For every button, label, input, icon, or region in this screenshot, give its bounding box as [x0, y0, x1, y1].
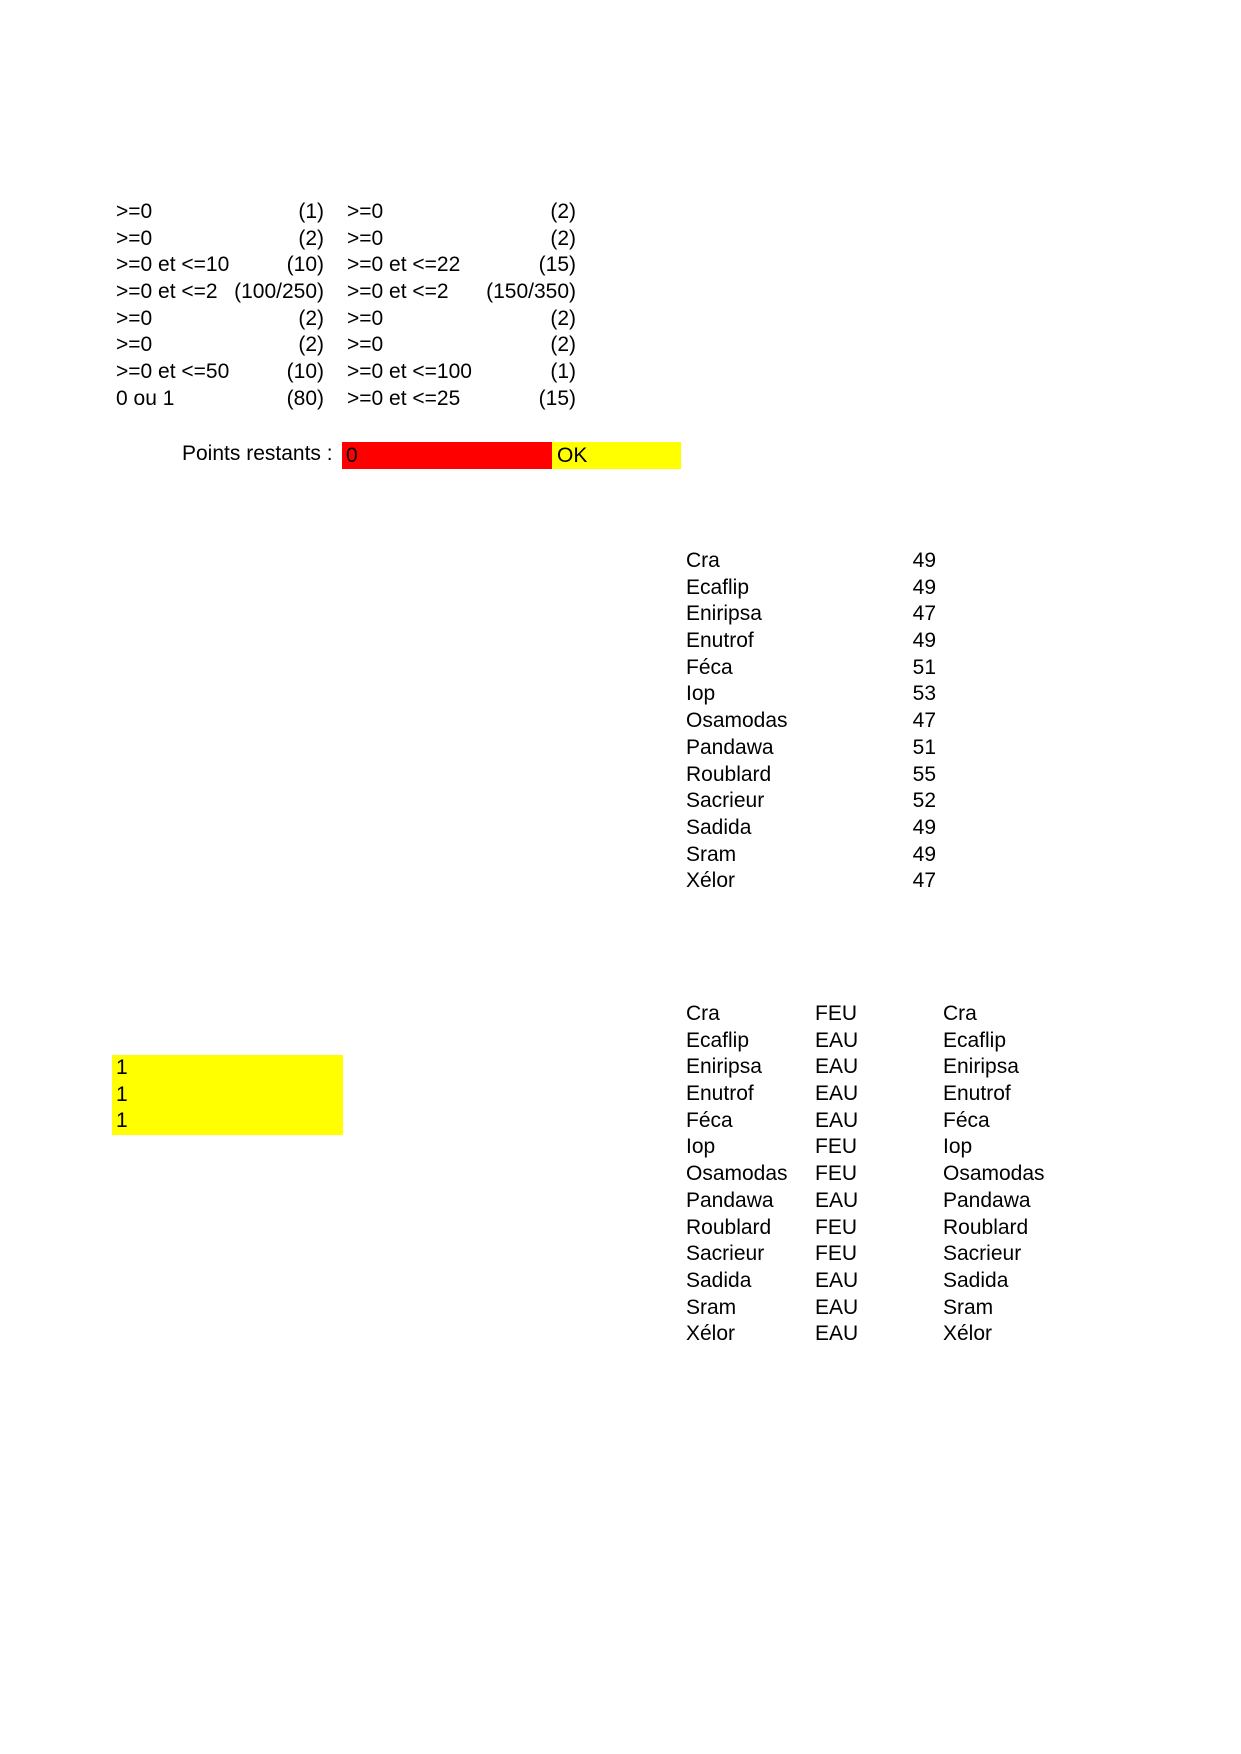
- constraint-cost: (150/350): [486, 280, 576, 304]
- constraint-condition: >=0 et <=25: [347, 386, 461, 410]
- constraint-condition: >=0 et <=10: [116, 253, 230, 277]
- constraint-row: [116, 332, 576, 359]
- class-name-copy: Enutrof: [943, 1082, 1011, 1106]
- class-name-copy: Sram: [943, 1295, 994, 1319]
- class-name: Ecaflip: [686, 1028, 750, 1052]
- element-row: [686, 1134, 1086, 1161]
- score-row: [686, 708, 936, 735]
- points-remaining-value-cell[interactable]: 0: [342, 442, 552, 469]
- class-name: Pandawa: [686, 1188, 774, 1212]
- constraint-condition: >=0: [347, 200, 384, 223]
- class-scores-list: [686, 548, 936, 895]
- class-score: 49: [912, 629, 936, 653]
- constraint-condition: >=0: [116, 333, 153, 357]
- class-name: Xélor: [686, 1322, 736, 1346]
- constraint-condition: >=0 et <=2: [116, 280, 218, 304]
- constraint-condition: >=0: [116, 200, 153, 223]
- class-element: FEU: [815, 1135, 857, 1159]
- constraint-cost: (1): [550, 360, 576, 384]
- flag-cell[interactable]: 1: [116, 1082, 128, 1106]
- constraint-cost: (10): [286, 253, 324, 277]
- score-row: [686, 655, 936, 682]
- constraint-row: [116, 386, 576, 413]
- score-row: [686, 788, 936, 815]
- constraint-cost: (10): [286, 360, 324, 384]
- flag-cell[interactable]: 1: [116, 1109, 128, 1133]
- class-score: 49: [912, 842, 936, 866]
- class-name: Sram: [686, 842, 737, 866]
- constraint-row: [116, 199, 576, 226]
- class-score: 49: [912, 575, 936, 599]
- class-score: 55: [912, 762, 936, 786]
- class-name: Iop: [686, 682, 716, 706]
- class-score: 47: [912, 869, 936, 893]
- class-name: Sram: [686, 1295, 737, 1319]
- class-name-copy: Pandawa: [943, 1188, 1031, 1212]
- constraint-condition: >=0: [116, 306, 153, 330]
- class-element: EAU: [815, 1322, 859, 1346]
- constraint-row: [116, 279, 576, 306]
- score-row: [686, 735, 936, 762]
- constraint-cost: (15): [538, 386, 576, 410]
- class-name-copy: Osamodas: [943, 1162, 1045, 1186]
- class-name: Eniripsa: [686, 1055, 762, 1079]
- constraint-condition: >=0: [347, 306, 384, 330]
- class-name: Roublard: [686, 762, 772, 786]
- constraint-cost: (2): [550, 226, 576, 250]
- class-name: Féca: [686, 655, 733, 679]
- element-row: [686, 1295, 1086, 1322]
- score-row: [686, 575, 936, 602]
- element-row: [686, 1081, 1086, 1108]
- element-row: [686, 1054, 1086, 1081]
- class-name: Xélor: [686, 869, 736, 893]
- element-row: [686, 1268, 1086, 1295]
- class-element: EAU: [815, 1055, 859, 1079]
- class-name-copy: Féca: [943, 1108, 990, 1132]
- element-row: [686, 1321, 1086, 1348]
- constraints-table: [116, 199, 576, 413]
- constraint-cost: (1): [298, 200, 324, 223]
- class-score: 51: [912, 655, 936, 679]
- class-name: Iop: [686, 1135, 716, 1159]
- class-element: FEU: [815, 1002, 857, 1025]
- constraint-condition: >=0: [116, 226, 153, 250]
- constraint-condition: >=0 et <=50: [116, 360, 230, 384]
- class-score: 52: [912, 789, 936, 813]
- constraint-condition: >=0: [347, 226, 384, 250]
- constraint-condition: >=0 et <=100: [347, 360, 472, 384]
- flag-cell[interactable]: 1: [116, 1056, 128, 1079]
- class-name-copy: Sacrieur: [943, 1242, 1022, 1266]
- class-name: Roublard: [686, 1215, 772, 1239]
- class-name: Enutrof: [686, 1082, 754, 1106]
- constraint-row: [116, 226, 576, 253]
- class-score: 47: [912, 709, 936, 733]
- class-name-copy: Roublard: [943, 1215, 1029, 1239]
- score-row: [686, 681, 936, 708]
- class-name: Enutrof: [686, 629, 754, 653]
- constraint-row: [116, 252, 576, 279]
- class-name: Cra: [686, 549, 720, 572]
- class-elements-table: [686, 1001, 1086, 1348]
- element-row: [686, 1108, 1086, 1135]
- class-name: Féca: [686, 1108, 733, 1132]
- class-score: 47: [912, 602, 936, 626]
- constraint-cost: (80): [286, 386, 324, 410]
- element-row: [686, 1161, 1086, 1188]
- score-row: [686, 762, 936, 789]
- class-element: EAU: [815, 1082, 859, 1106]
- constraint-cost: (2): [298, 333, 324, 357]
- score-row: [686, 628, 936, 655]
- class-element: EAU: [815, 1268, 859, 1292]
- class-name: Eniripsa: [686, 602, 762, 626]
- class-name-copy: Iop: [943, 1135, 973, 1159]
- class-score: 51: [912, 735, 936, 759]
- points-status-cell[interactable]: OK: [552, 442, 681, 469]
- class-name: Osamodas: [686, 1162, 788, 1186]
- class-element: EAU: [815, 1188, 859, 1212]
- class-element: EAU: [815, 1295, 859, 1319]
- constraint-condition: 0 ou 1: [116, 386, 175, 410]
- class-element: FEU: [815, 1242, 857, 1266]
- constraint-cost: (100/250): [234, 280, 324, 304]
- constraint-row: [116, 359, 576, 386]
- element-row: [686, 1001, 1086, 1028]
- class-name: Cra: [686, 1002, 720, 1025]
- element-row: [686, 1215, 1086, 1242]
- score-row: [686, 548, 936, 575]
- constraint-cost: (15): [538, 253, 576, 277]
- class-element: EAU: [815, 1108, 859, 1132]
- class-element: EAU: [815, 1028, 859, 1052]
- class-score: 49: [912, 815, 936, 839]
- class-element: FEU: [815, 1162, 857, 1186]
- points-remaining-label: Points restants :: [182, 442, 333, 465]
- class-name-copy: Ecaflip: [943, 1028, 1007, 1052]
- flag-cells: [112, 1055, 343, 1135]
- class-element: FEU: [815, 1215, 857, 1239]
- class-name-copy: Sadida: [943, 1268, 1009, 1292]
- class-name-copy: Cra: [943, 1002, 977, 1025]
- class-name: Pandawa: [686, 735, 774, 759]
- element-row: [686, 1241, 1086, 1268]
- class-name: Sacrieur: [686, 789, 765, 813]
- element-row: [686, 1188, 1086, 1215]
- class-score: 49: [912, 549, 936, 572]
- constraint-cost: (2): [298, 226, 324, 250]
- class-name: Sadida: [686, 1268, 752, 1292]
- constraint-cost: (2): [550, 333, 576, 357]
- class-name-copy: Eniripsa: [943, 1055, 1019, 1079]
- constraint-condition: >=0: [347, 333, 384, 357]
- constraint-cost: (2): [550, 306, 576, 330]
- score-row: [686, 601, 936, 628]
- constraint-condition: >=0 et <=2: [347, 280, 449, 304]
- class-name: Ecaflip: [686, 575, 750, 599]
- element-row: [686, 1028, 1086, 1055]
- class-score: 53: [912, 682, 936, 706]
- class-name: Sadida: [686, 815, 752, 839]
- constraint-cost: (2): [550, 200, 576, 223]
- score-row: [686, 815, 936, 842]
- class-name-copy: Xélor: [943, 1322, 993, 1346]
- constraint-cost: (2): [298, 306, 324, 330]
- score-row: [686, 842, 936, 869]
- class-name: Sacrieur: [686, 1242, 765, 1266]
- constraint-row: [116, 306, 576, 333]
- class-name: Osamodas: [686, 709, 788, 733]
- constraint-condition: >=0 et <=22: [347, 253, 461, 277]
- score-row: [686, 868, 936, 895]
